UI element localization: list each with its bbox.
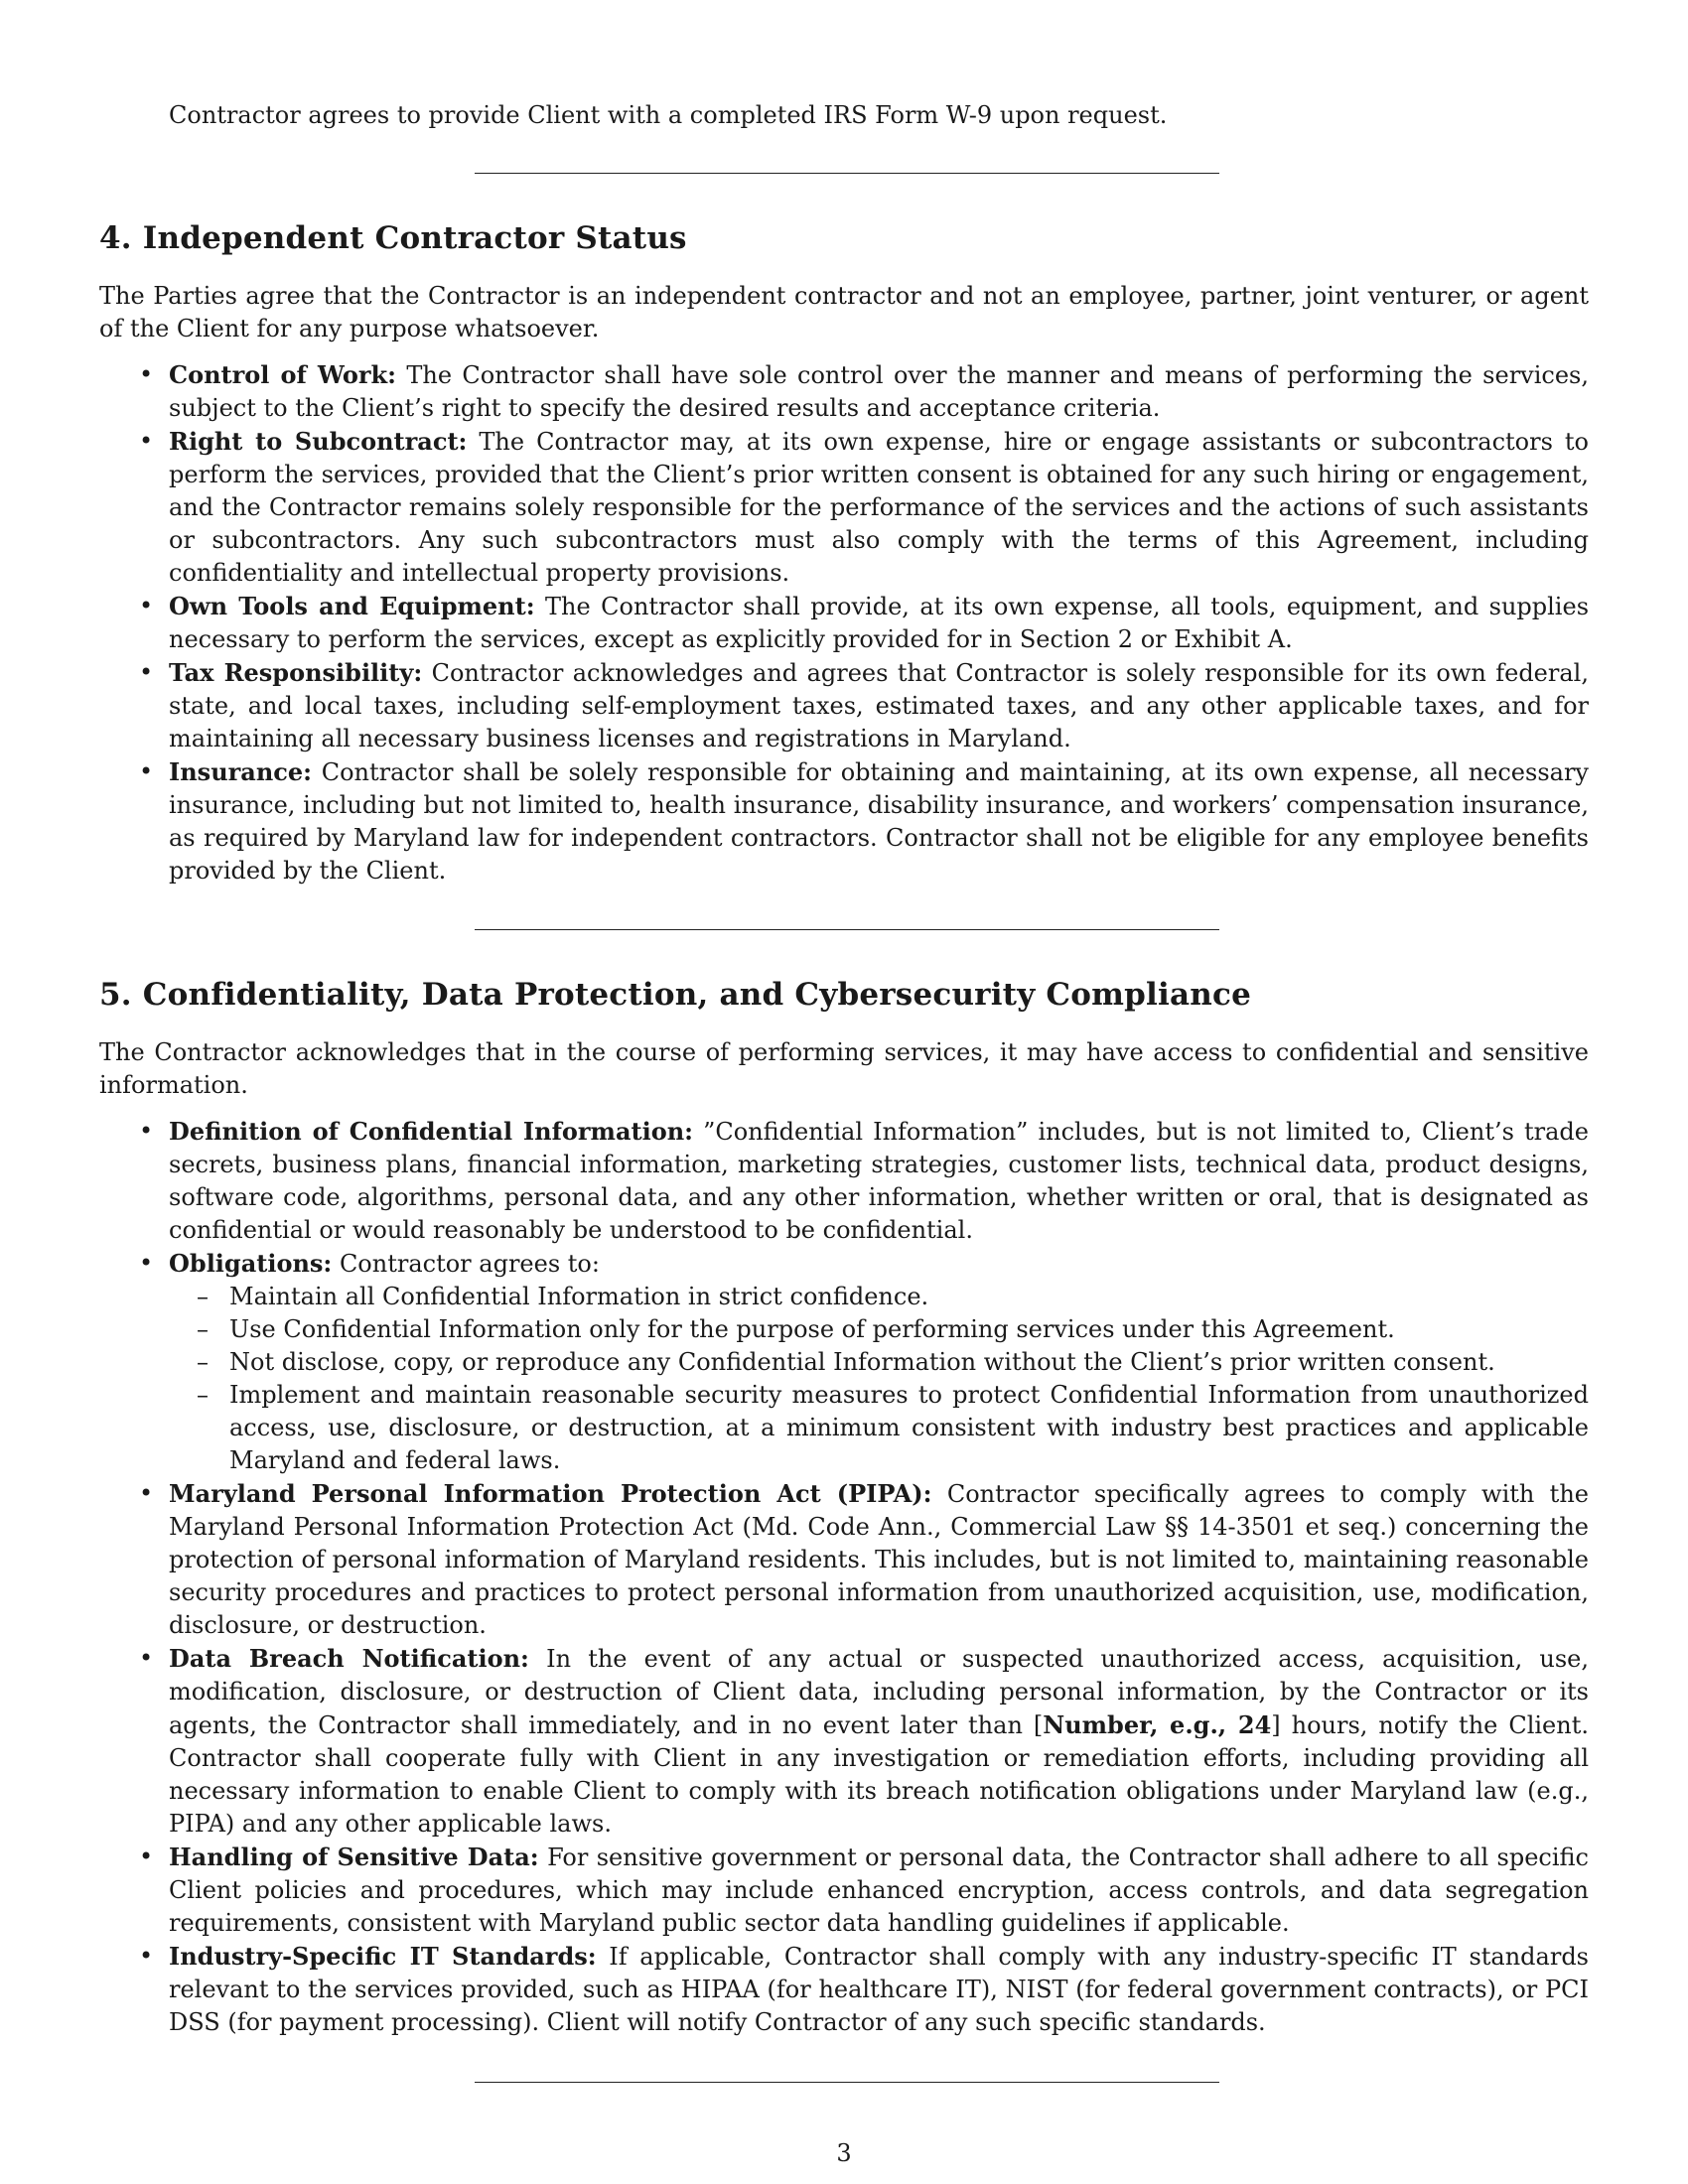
item-title: Right to Subcontract:: [169, 427, 468, 456]
item-text: Contractor shall be solely responsible for obtaining and maintaining, at its own expense, all necessary insurance, including but not limited to, health insurance, disability insurance, and workers’ compensation insurance, as required by Maryland law for independent contractors. Contractor shall not be eligible for any employee benefits provided by the Client.: [169, 758, 1589, 885]
list-item: [99, 1115, 1589, 1247]
item-text: ] hours, notify the Client. Contractor shall cooperate fully with Client in any investigation or remediation efforts, including providing all necessary information to enable Client to comply with its breach notification obligations under Maryland law (e.g., PIPA) and any other applicable laws.: [169, 1711, 1589, 1838]
dash-icon: –: [197, 1348, 209, 1376]
section-5-body: [99, 1036, 1589, 2039]
list-item: [99, 1940, 1589, 2039]
section-4-heading: 4. Independent Contractor Status: [99, 220, 687, 256]
w9-statement: Contractor agrees to provide Client with a completed IRS Form W-9 upon request.: [169, 101, 1168, 129]
list-item: [99, 358, 1589, 425]
section-5-intro: The Contractor acknowledges that in the course of performing services, it may have access to confidential and sensitive information.: [99, 1038, 1589, 1099]
item-text: The Contractor may, at its own expense, hire or engage assistants or subcontractors to perform the services, provided that the Client’s prior written consent is obtained for any such hiring or engagement, and the Contractor remains solely responsible for the performance of the services and the actions of such assistants or subcontractors. Any such subcontractors must also comply with the terms of this Agreement, including confidentiality and intellectual property provisions.: [169, 428, 1590, 587]
section-4-intro: The Parties agree that the Contractor is an independent contractor and not an employee, partner, joint venturer, or agent of the Client for any purpose whatsoever.: [99, 282, 1589, 342]
item-title: Industry-Specific IT Standards:: [169, 1942, 597, 1971]
item-text: The Contractor shall have sole control over the manner and means of performing the services, subject to the Client’s right to specify the desired results and acceptance criteria.: [169, 361, 1589, 422]
item-text: Contractor agrees to:: [339, 1250, 600, 1278]
item-title: Insurance:: [169, 757, 313, 786]
item-title: Maryland Personal Information Protection Act (PIPA):: [169, 1479, 932, 1508]
list-item: [99, 755, 1589, 887]
item-text: For sensitive government or personal data, the Contractor shall adhere to all specific Client policies and procedures, which may include enhanced encryption, access controls, and data segregation requirements, consistent with Maryland public sector data handling guidelines if applicable.: [169, 1843, 1589, 1937]
bullet-icon: •: [139, 592, 154, 619]
dash-icon: –: [197, 1283, 209, 1310]
bullet-icon: •: [139, 1249, 154, 1277]
list-item: [99, 1477, 1589, 1642]
list-item: [99, 1247, 1589, 1477]
item-title: Handling of Sensitive Data:: [169, 1843, 539, 1871]
bullet-icon: •: [139, 360, 154, 388]
obligations-sublist: [169, 1281, 1589, 1477]
list-item: [99, 425, 1589, 590]
section-divider: [475, 929, 1219, 930]
section-4-list: [99, 358, 1589, 887]
section-divider: [475, 2082, 1219, 2083]
bullet-icon: •: [139, 757, 154, 785]
item-text: The Contractor shall provide, at its own expense, all tools, equipment, and supplies necessary to perform the services, except as explicitly provided for in Section 2 or Exhibit A.: [169, 593, 1590, 653]
section-5-list: [99, 1115, 1589, 2039]
bullet-icon: •: [139, 658, 154, 686]
bullet-icon: •: [139, 427, 154, 455]
section-divider: [475, 173, 1219, 174]
bullet-icon: •: [139, 1644, 154, 1672]
item-text: Contractor specifically agrees to comply with the Maryland Personal Information Protection Act (Md. Code Ann., Commercial Law §§ 14-3501 et seq.) concerning the protection of personal information of Maryland residents. This includes, but is not limited to, maintaining reasonable security procedures and practices to protect personal information from unauthorized acquisition, use, modification, disclosure, or destruction.: [169, 1480, 1589, 1639]
section-4-body: [99, 280, 1589, 887]
dash-icon: –: [197, 1315, 209, 1343]
bullet-icon: •: [139, 1479, 154, 1507]
page-number: 3: [836, 2139, 852, 2167]
item-text: In the event of any actual or suspected unauthorized access, acquisition, use, modification, disclosure, or destruction of Client data, including personal information, by the Contractor or its agents, the Contractor shall immediately, and in no event later than [: [169, 1645, 1589, 1739]
item-title: Definition of Confidential Information:: [169, 1117, 694, 1146]
list-item: [99, 1642, 1589, 1841]
item-title: Control of Work:: [169, 360, 397, 389]
sub-list-item: – Implement and maintain reasonable security measures to protect Confidential Information from unauthorized access, use, disclosure, or destruction, at a minimum consistent with industry best practices and applicable Maryland and federal laws.: [197, 1381, 1589, 1474]
item-text: If applicable, Contractor shall comply with any industry-specific IT standards relevant to the services provided, such as HIPAA (for healthcare IT), NIST (for federal government contracts), or PCI DSS (for payment processing). Client will notify Contractor of any such specific standards.: [169, 1943, 1589, 2036]
sub-list-item: – Not disclose, copy, or reproduce any Confidential Information without the Client’s prior written consent.: [169, 1346, 1589, 1379]
list-item: [99, 656, 1589, 755]
list-item: [99, 590, 1589, 656]
bullet-icon: •: [139, 1117, 154, 1145]
section-5-heading: 5. Confidentiality, Data Protection, and Cybersecurity Compliance: [99, 977, 1252, 1013]
sub-list-item: – Maintain all Confidential Information in strict confidence.: [169, 1281, 1589, 1313]
item-title: Own Tools and Equipment:: [169, 592, 535, 620]
item-title: Data Breach Notification:: [169, 1644, 529, 1673]
sub-list-item: – Use Confidential Information only for the purpose of performing services under this Agreement.: [169, 1313, 1589, 1346]
item-title: Obligations:: [169, 1249, 333, 1278]
item-title: Tax Responsibility:: [169, 658, 423, 687]
bullet-icon: •: [139, 1942, 154, 1970]
dash-icon: –: [197, 1381, 209, 1409]
list-item: [99, 1841, 1589, 1940]
item-text: ”Confidential Information” includes, but is not limited to, Client’s trade secrets, business plans, financial information, marketing strategies, customer lists, technical data, product designs, software code, algorithms, personal data, and any other information, whether written or oral, that is designated as confidential or would reasonably be understood to be confidential.: [169, 1118, 1589, 1244]
bullet-icon: •: [139, 1843, 154, 1870]
hours-placeholder: Number, e.g., 24: [1043, 1710, 1272, 1739]
item-text: Contractor acknowledges and agrees that Contractor is solely responsible for its own federal, state, and local taxes, including self-employment taxes, estimated taxes, and any other applicable taxes, and for maintaining all necessary business licenses and registrations in Maryland.: [169, 659, 1589, 752]
